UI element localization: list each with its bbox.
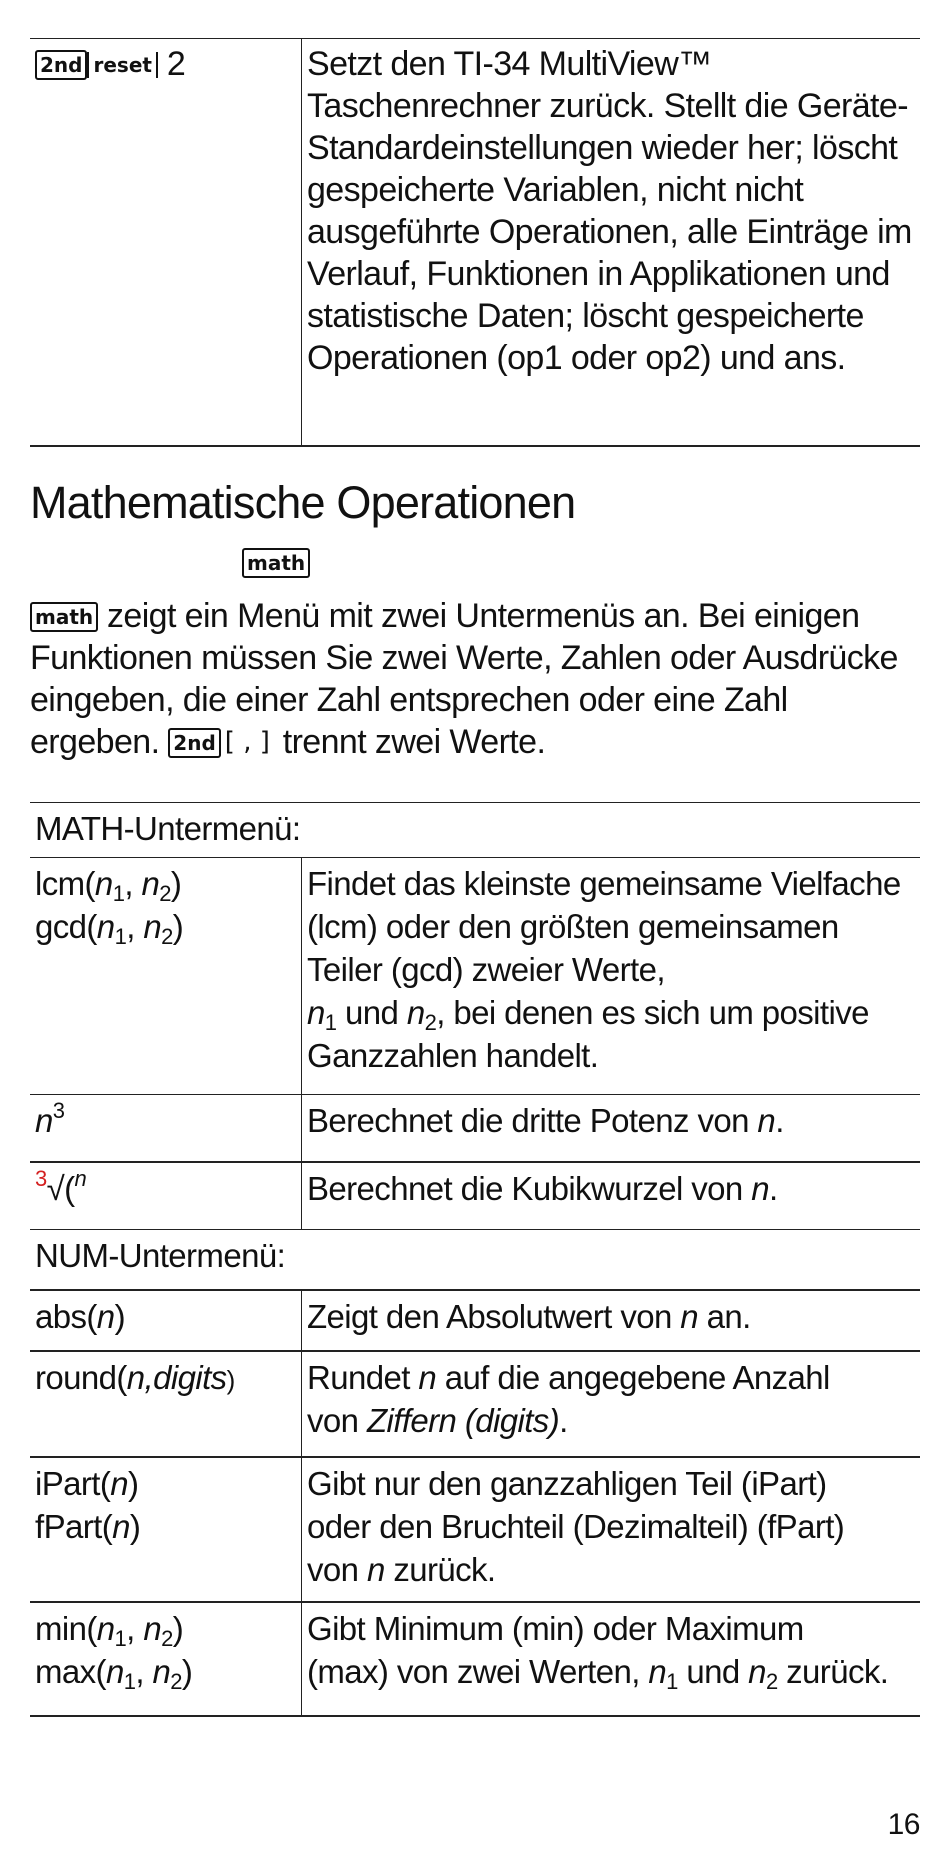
fn-max: $\max(n_1$, $n_2$) bbox=[35, 1653, 193, 1694]
row-min-max bbox=[30, 1601, 920, 1717]
key-2nd: 2nd bbox=[35, 50, 87, 80]
key-math: math bbox=[242, 548, 310, 578]
math-key-line bbox=[30, 531, 920, 583]
key-math-inline: math bbox=[30, 602, 98, 632]
row-ipart-fpart bbox=[30, 1456, 920, 1601]
round-description: Rundet n auf die angegebene Anzahl von Ziffern (digits). bbox=[307, 1359, 830, 1439]
reset-description: Setzt den TI-34 MultiView™ Taschenrechner zurück. Stellt die Geräte-Standardeinstellungen wieder her; löscht gespeicherte Variablen, nicht nicht ausgeführte Operationen, alle Einträge im Verlauf, Funktionen in Applikationen und statistische Daten; löscht gespeicherte Operationen (op1 oder op2) und ans. bbox=[307, 45, 912, 377]
fn-min: $\min(n_1$, $n_2$) bbox=[35, 1610, 184, 1651]
row-cuberoot bbox=[30, 1161, 920, 1229]
key-2nd-inline: 2nd bbox=[168, 728, 220, 758]
manual-page bbox=[30, 38, 920, 1717]
fn-lcm: $lcm(n_1$, $n_2$) bbox=[35, 865, 182, 906]
intro-end: trennt zwei Werte. bbox=[282, 723, 546, 761]
ipart-fpart-description: Gibt nur den ganzzahligen Teil (iPart) oder den Bruchteil (Dezimalteil) (fPart) von n zurück. bbox=[307, 1465, 845, 1588]
row-cube bbox=[30, 1094, 920, 1161]
min-max-functions bbox=[30, 1603, 302, 1715]
lcm-gcd-description: Findet das kleinste gemeinsame Vielfache (lcm) oder den größten gemeinsamen Teiler (gcd) zweier Werte, $n_1$ und $n_2$, bei denen es sich um positive Ganzzahlen handelt. bbox=[307, 865, 901, 1074]
num-submenu-heading: NUM-Untermenü: bbox=[30, 1229, 920, 1289]
intro-paragraph bbox=[30, 595, 920, 763]
lcm-gcd-functions bbox=[30, 858, 302, 1094]
intro-text: zeigt ein Menü mit zwei Untermenüs an. Bei einigen Funktionen müssen Sie zwei Werte, Zahlen oder Ausdrücke eingeben, die einer Zahl entsprechen oder eine Zahl ergeben. bbox=[30, 597, 898, 761]
math-table bbox=[30, 802, 920, 1717]
row-round bbox=[30, 1350, 920, 1456]
cube-description: Berechnet die dritte Potenz von n. bbox=[307, 1102, 784, 1139]
min-max-description: Gibt Minimum (min) oder Maximum (max) von zwei Werten, $n_1$ und $n_2$ zurück. bbox=[307, 1610, 889, 1694]
abs-function: abs(n) bbox=[30, 1291, 302, 1350]
section-title: Mathematische Operationen bbox=[30, 477, 576, 528]
abs-description: Zeigt den Absolutwert von n an. bbox=[307, 1298, 751, 1335]
fn-ipart: iPart(n) bbox=[35, 1465, 139, 1502]
key-comma: [ , ] bbox=[224, 727, 270, 757]
fn-fpart: fPart(n) bbox=[35, 1508, 141, 1545]
math-submenu-heading: MATH-Untermenü: bbox=[30, 802, 920, 857]
cuberoot-function: $^3$√($^n$ bbox=[30, 1163, 302, 1229]
cuberoot-description: Berechnet die Kubikwurzel von n. bbox=[307, 1170, 778, 1207]
round-function: round(n,digits) bbox=[30, 1352, 302, 1456]
row-lcm-gcd bbox=[30, 857, 920, 1094]
reset-key-suffix: 2 bbox=[166, 45, 186, 83]
reset-table-row bbox=[30, 38, 920, 447]
cube-function: $n^3$ bbox=[30, 1095, 302, 1161]
page-number: 16 bbox=[887, 1808, 920, 1841]
reset-key-cell bbox=[30, 39, 302, 445]
fn-gcd: $\gcd(n_1$, $n_2$) bbox=[35, 908, 184, 949]
key-reset: reset bbox=[87, 52, 157, 78]
ipart-fpart-functions bbox=[30, 1458, 302, 1601]
row-abs bbox=[30, 1289, 920, 1350]
